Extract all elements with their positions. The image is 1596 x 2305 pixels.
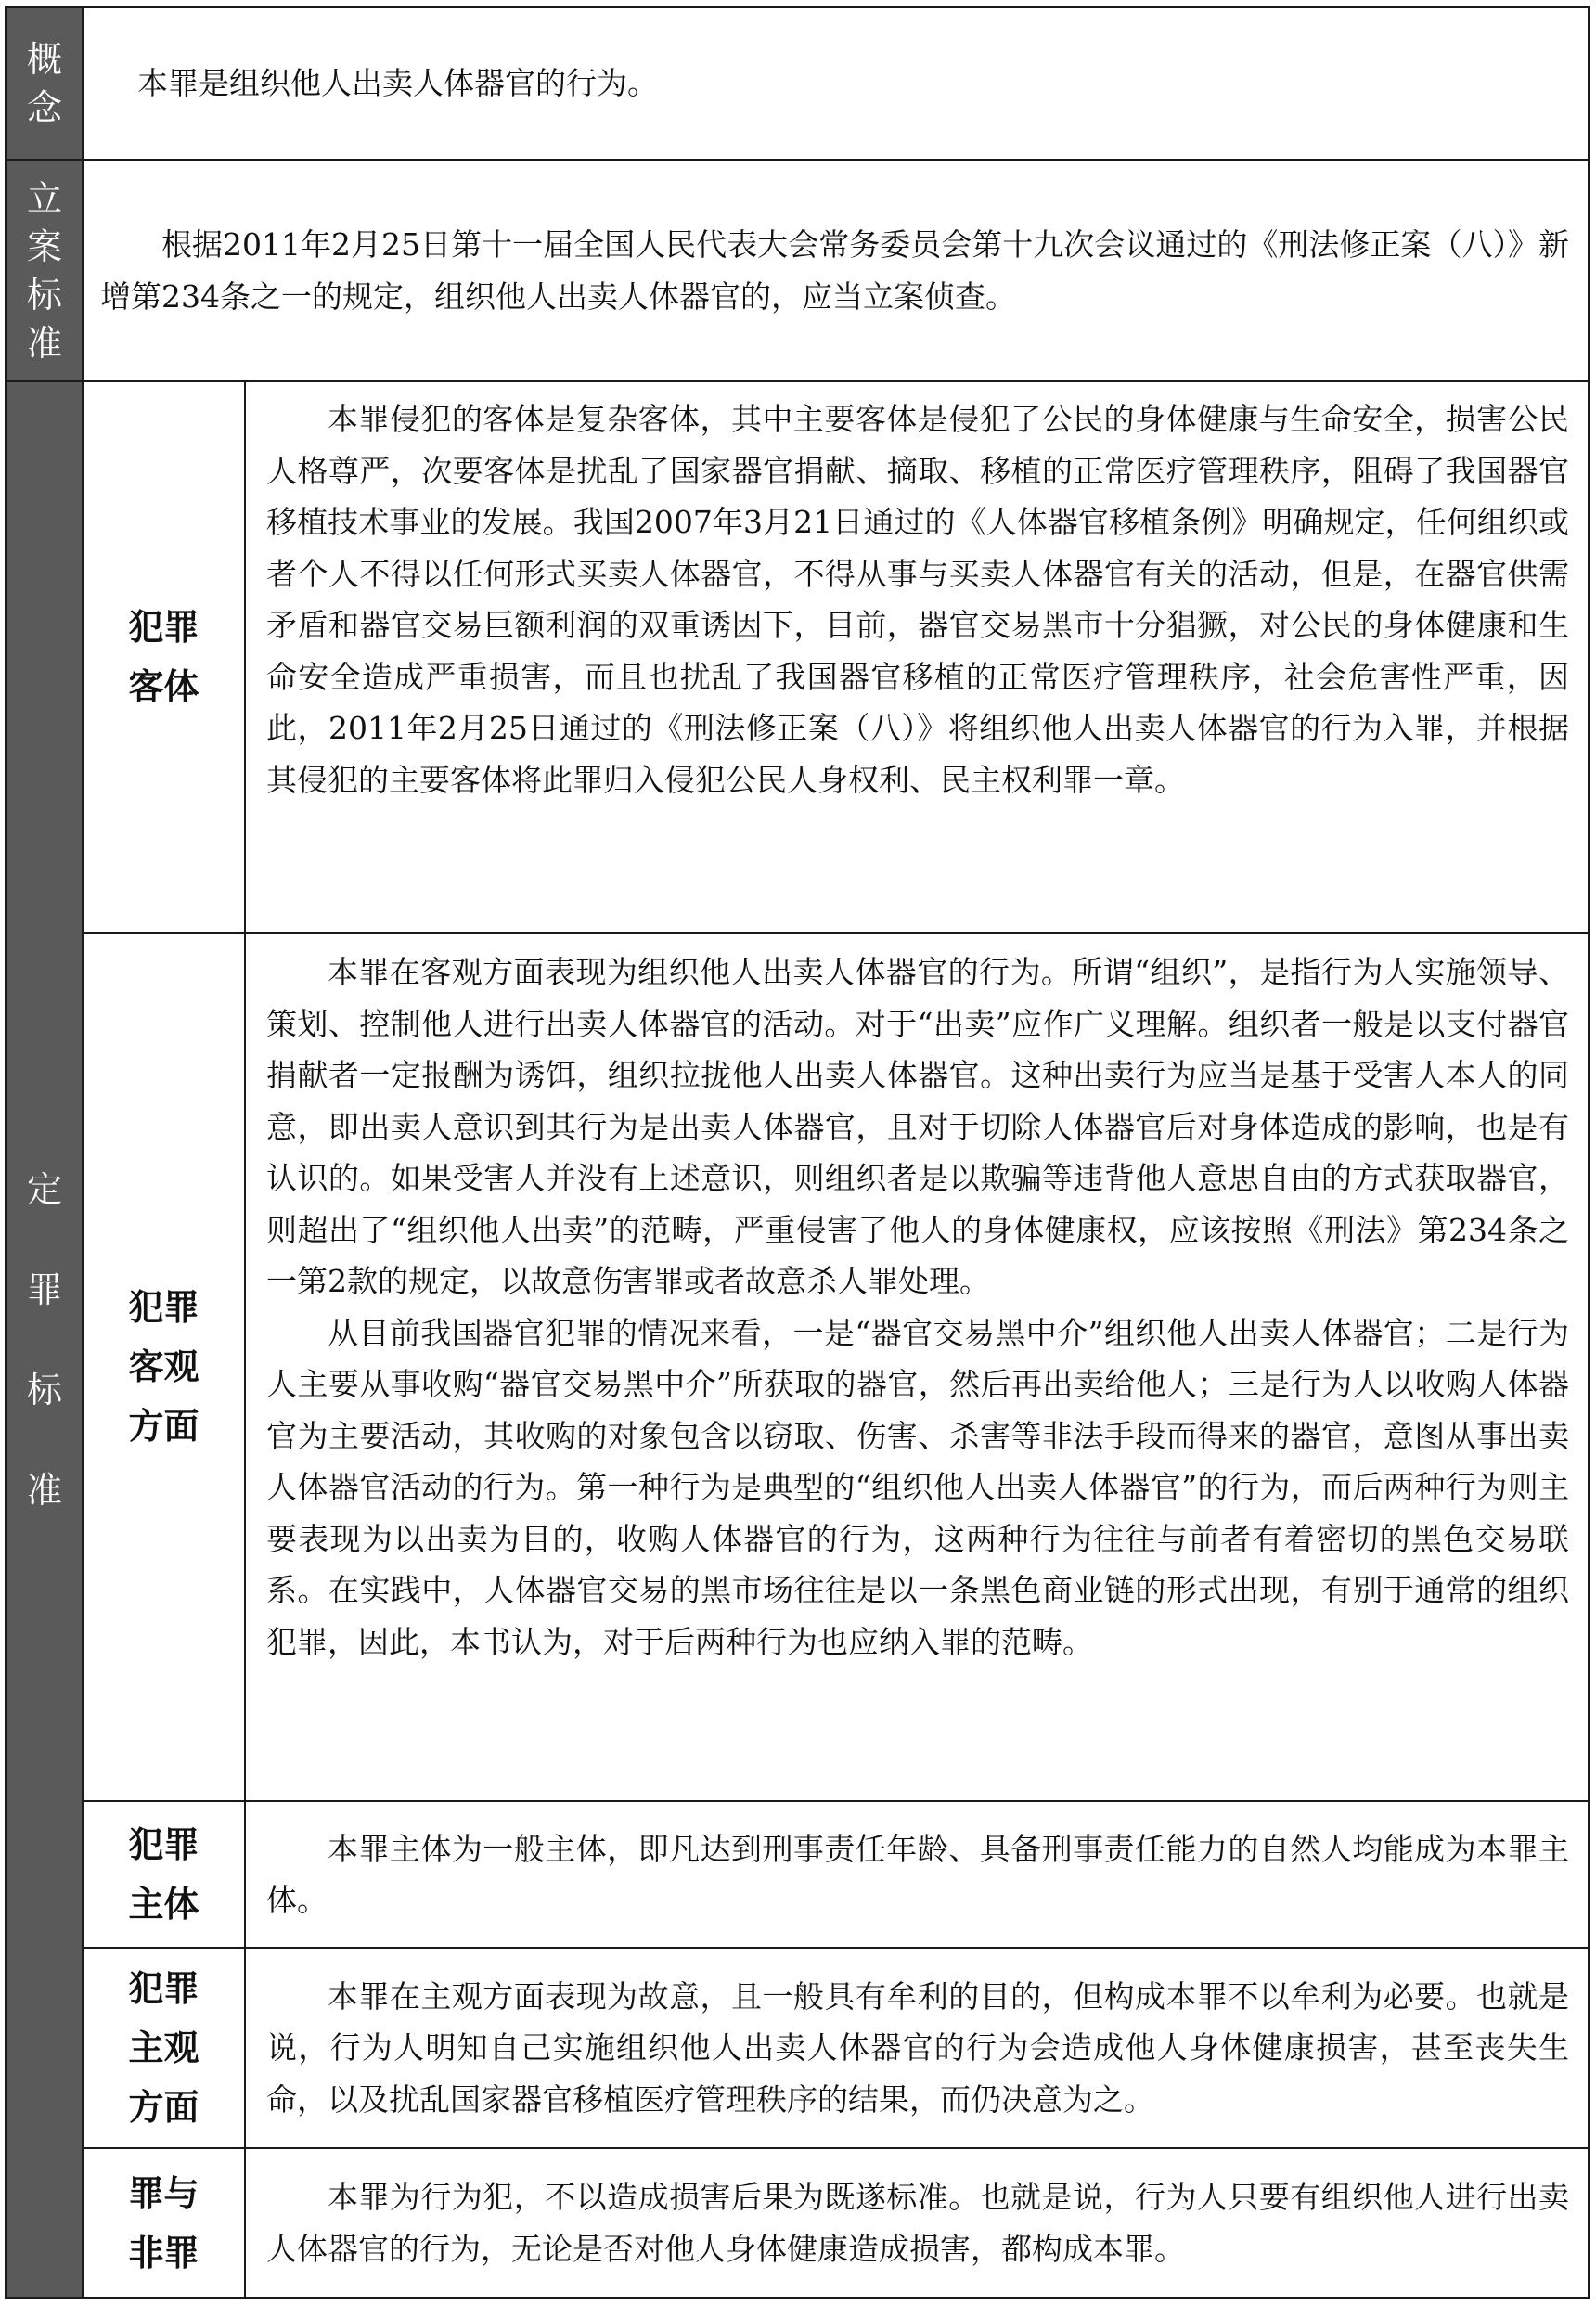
label-line: 准	[26, 1469, 62, 1511]
divider-side	[82, 8, 84, 2297]
divider-row-1	[7, 159, 1588, 161]
label-line: 主体	[128, 1884, 200, 1925]
paragraph: 本罪主体为一般主体，即凡达到刑事责任年龄、具备刑事责任能力的自然人均能成为本罪主体。	[266, 1830, 1569, 1918]
crime-boundary-text	[246, 2149, 1588, 2297]
label-line: 犯罪	[128, 1968, 200, 2009]
paragraph-group	[266, 1971, 1569, 2126]
filing-standard-paragraph: 根据2011年2月25日第十一届全国人民代表大会常务委员会第十九次会议通过的《刑法修正案（八）》新增第234条之一的规定，组织他人出卖人体器官的，应当立案侦查。	[100, 226, 1569, 315]
paragraph: 从目前我国器官犯罪的情况来看，一是“器官交易黑中介”组织他人出卖人体器官；二是行为人主要从事收购“器官交易黑中介”所获取的器官，然后再出卖给他人；三是行为人以收购人体器官为主要活动，其收购的对象包含以窃取、伤害、杀害等非法手段而得来的器官，意图从事出卖人体器官活动的行为。第一种行为是典型的“组织他人出卖人体器官”的行为，而后两种行为则主要表现为以出卖为目的，收购人体器官的行为，这两种行为往往与前者有着密切的黑色交易联系。在实践中，人体器官交易的黑市场往往是以一条黑色商业链的形式出现，有别于通常的组织犯罪，因此，本书认为，对于后两种行为也应纳入罪的范畴。	[266, 1314, 1569, 1660]
label-line: 犯罪	[128, 607, 200, 648]
crime-subject-text	[246, 1802, 1588, 1947]
paragraph-group	[266, 1823, 1569, 1926]
divider-sub-3	[84, 1947, 1588, 1949]
label-line: 方面	[128, 2087, 200, 2128]
paragraph-group	[266, 946, 1569, 1668]
label-line: 犯罪	[128, 1824, 200, 1865]
paragraph: 本罪侵犯的客体是复杂客体，其中主要客体是侵犯了公民的身体健康与生命安全，损害公民人格尊严，次要客体是扰乱了国家器官捐献、摘取、移植的正常医疗管理秩序，阻碍了我国器官移植技术事业的发展。我国2007年3月21日通过的《人体器官移植条例》明确规定，任何组织或者个人不得以任何形式买卖人体器官，不得从事与买卖人体器官有关的活动，但是，在器官供需矛盾和器官交易巨额利润的双重诱因下，目前，器官交易黑市十分猖獗，对公民的身体健康和生命安全造成严重损害，而且也扰乱了我国器官移植的正常医疗管理秩序，社会危害性严重，因此，2011年2月25日通过的《刑法修正案（八）》将组织他人出卖人体器官的行为入罪，并根据其侵犯的主要客体将此罪归入侵犯公民人身权利、民主权利罪一章。	[266, 401, 1569, 798]
label-crime-object	[84, 382, 244, 932]
side-label-filing-standard	[7, 161, 82, 380]
divider-sub-4	[84, 2147, 1588, 2149]
divider-row-2	[7, 380, 1588, 382]
label-line: 念	[26, 87, 62, 128]
paragraph-group	[266, 2171, 1569, 2274]
paragraph-group	[266, 393, 1569, 805]
label-line: 非罪	[128, 2232, 200, 2273]
criminal-law-table	[5, 6, 1590, 2299]
concept-text	[84, 8, 1588, 159]
label-crime-boundary	[84, 2149, 244, 2297]
paragraph: 本罪为行为犯，不以造成损害后果为既遂标准。也就是说，行为人只要有组织他人进行出卖人体器官的行为，无论是否对他人身体健康造成损害，都构成本罪。	[266, 2179, 1569, 2267]
label-line: 主观	[128, 2028, 200, 2068]
concept-paragraph: 本罪是组织他人出卖人体器官的行为。	[137, 65, 658, 102]
paragraph: 本罪在主观方面表现为故意，且一般具有牟利的目的，但构成本罪不以牟利为必要。也就是说，行为人明知自己实施组织他人出卖人体器官的行为会造成他人身体健康损害，甚至丧失生命，以及扰乱国家器官移植医疗管理秩序的结果，而仍决意为之。	[266, 1977, 1569, 2118]
subjective-aspect-text	[246, 1949, 1588, 2147]
divider-sub-1	[84, 932, 1588, 934]
label-line: 概	[26, 39, 62, 80]
filing-standard-text	[84, 161, 1588, 380]
label-line: 案	[26, 225, 62, 267]
side-label-concept	[7, 8, 82, 159]
label-subjective-aspect	[84, 1949, 244, 2147]
crime-object-text	[246, 382, 1588, 932]
paragraph: 本罪在客观方面表现为组织他人出卖人体器官的行为。所谓“组织”，是指行为人实施领导、策划、控制他人进行出卖人体器官的活动。对于“出卖”应作广义理解。组织者一般是以支付器官捐献者一定报酬为诱饵，组织拉拢他人出卖人体器官。这种出卖行为应当是基于受害人本人的同意，即出卖人意识到其行为是出卖人体器官，且对于切除人体器官后对身体造成的影响，也是有认识的。如果受害人并没有上述意识，则组织者是以欺骗等违背他人意思自由的方式获取器官，则超出了“组织他人出卖”的范畴，严重侵害了他人的身体健康权，应该按照《刑法》第234条之一第2款的规定，以故意伤害罪或者故意杀人罪处理。	[266, 954, 1569, 1299]
label-line: 准	[26, 322, 62, 364]
label-crime-subject	[84, 1802, 244, 1947]
label-line: 客观	[128, 1346, 200, 1387]
label-line: 罪与	[128, 2172, 200, 2214]
label-line: 客体	[128, 666, 200, 707]
label-line: 标	[26, 274, 62, 315]
label-objective-aspect	[84, 934, 244, 1800]
divider-sub-2	[84, 1800, 1588, 1802]
label-line: 犯罪	[128, 1287, 200, 1328]
objective-aspect-text	[246, 934, 1588, 1800]
divider-label	[244, 382, 246, 2297]
label-line: 罪	[26, 1268, 62, 1310]
label-line: 立	[26, 177, 62, 219]
label-line: 方面	[128, 1406, 200, 1447]
label-line: 标	[26, 1369, 62, 1410]
side-label-conviction-standard	[7, 382, 82, 2297]
label-line: 定	[26, 1168, 62, 1210]
